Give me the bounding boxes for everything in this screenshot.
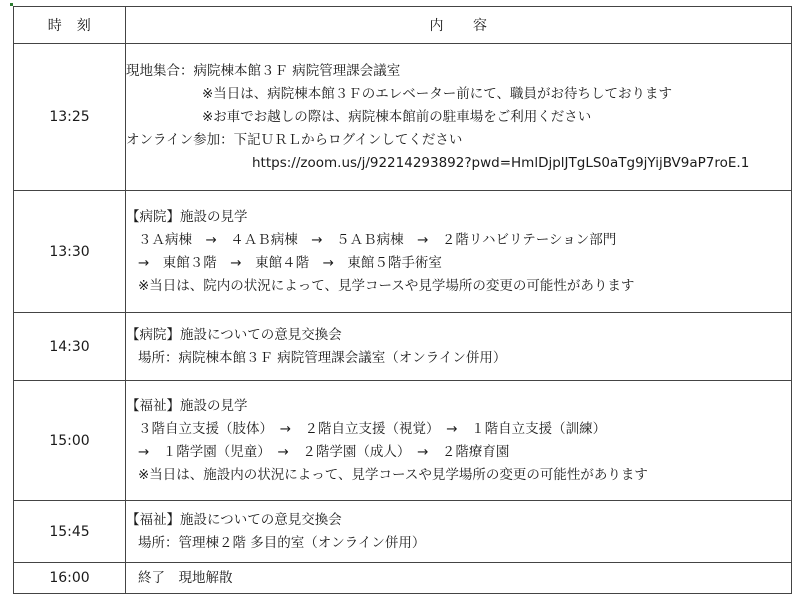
schedule-row bbox=[14, 313, 792, 381]
note-line: ※当日は、院内の状況によって、見学コースや見学場所の変更の可能性があります bbox=[138, 277, 635, 294]
content-cell bbox=[126, 501, 792, 563]
section-title: 【病院】施設についての意見交換会 bbox=[126, 326, 342, 343]
content-cell bbox=[126, 44, 792, 191]
time-column-header: 時 刻 bbox=[14, 7, 126, 44]
time-cell: 14:30 bbox=[14, 313, 126, 381]
schedule-row bbox=[14, 563, 792, 594]
schedule-table bbox=[13, 6, 792, 594]
schedule-row bbox=[14, 381, 792, 501]
content-cell bbox=[126, 381, 792, 501]
content-cell bbox=[126, 191, 792, 313]
schedule-row bbox=[14, 501, 792, 563]
time-cell: 16:00 bbox=[14, 563, 126, 594]
content-column-header: 内 容 bbox=[126, 7, 792, 44]
note-line: ※お車でお越しの際は、病院棟本館前の駐車場をご利用ください bbox=[202, 108, 592, 125]
time-cell: 15:45 bbox=[14, 501, 126, 563]
section-title: 【福祉】施設の見学 bbox=[126, 397, 248, 414]
location-line: 場所：管理棟２階 多目的室（オンライン併用） bbox=[138, 534, 426, 551]
tour-route-line: ３階自立支援（肢体） → ２階自立支援（視覚） → １階自立支援（訓練） bbox=[138, 420, 607, 437]
section-title: 【福祉】施設についての意見交換会 bbox=[126, 511, 342, 528]
online-join-line: オンライン参加：下記ＵＲＬからログインしてください bbox=[126, 131, 463, 148]
note-line: ※当日は、施設内の状況によって、見学コースや見学場所の変更の可能性があります bbox=[138, 466, 648, 483]
tour-route-line: → 東館３階 → 東館４階 → 東館５階手術室 bbox=[138, 254, 442, 271]
schedule-row bbox=[14, 44, 792, 191]
header-row bbox=[14, 7, 792, 44]
tour-route-line: ３Ａ病棟 → ４ＡＢ病棟 → ５ＡＢ病棟 → ２階リハビリテーション部門 bbox=[138, 231, 617, 248]
location-line: 場所：病院棟本館３Ｆ 病院管理課会議室（オンライン併用） bbox=[138, 349, 507, 366]
tour-route-line: → １階学園（児童） → ２階学園（成人） → ２階療育園 bbox=[138, 443, 510, 460]
meeting-place-line: 現地集合：病院棟本館３Ｆ 病院管理課会議室 bbox=[126, 62, 401, 79]
content-cell bbox=[126, 563, 792, 594]
schedule-row bbox=[14, 191, 792, 313]
content-cell bbox=[126, 313, 792, 381]
zoom-url-link[interactable]: https://zoom.us/j/92214293892?pwd=HmlDjplJTgLS0aTg9jYijBV9aP7roE.1 bbox=[252, 154, 750, 171]
note-line: ※当日は、病院棟本館３Ｆのエレベーター前にて、職員がお待ちしております bbox=[202, 85, 673, 102]
time-cell: 13:25 bbox=[14, 44, 126, 191]
time-cell: 13:30 bbox=[14, 191, 126, 313]
section-title: 【病院】施設の見学 bbox=[126, 208, 248, 225]
closing-line: 終了 現地解散 bbox=[138, 569, 233, 586]
time-cell: 15:00 bbox=[14, 381, 126, 501]
